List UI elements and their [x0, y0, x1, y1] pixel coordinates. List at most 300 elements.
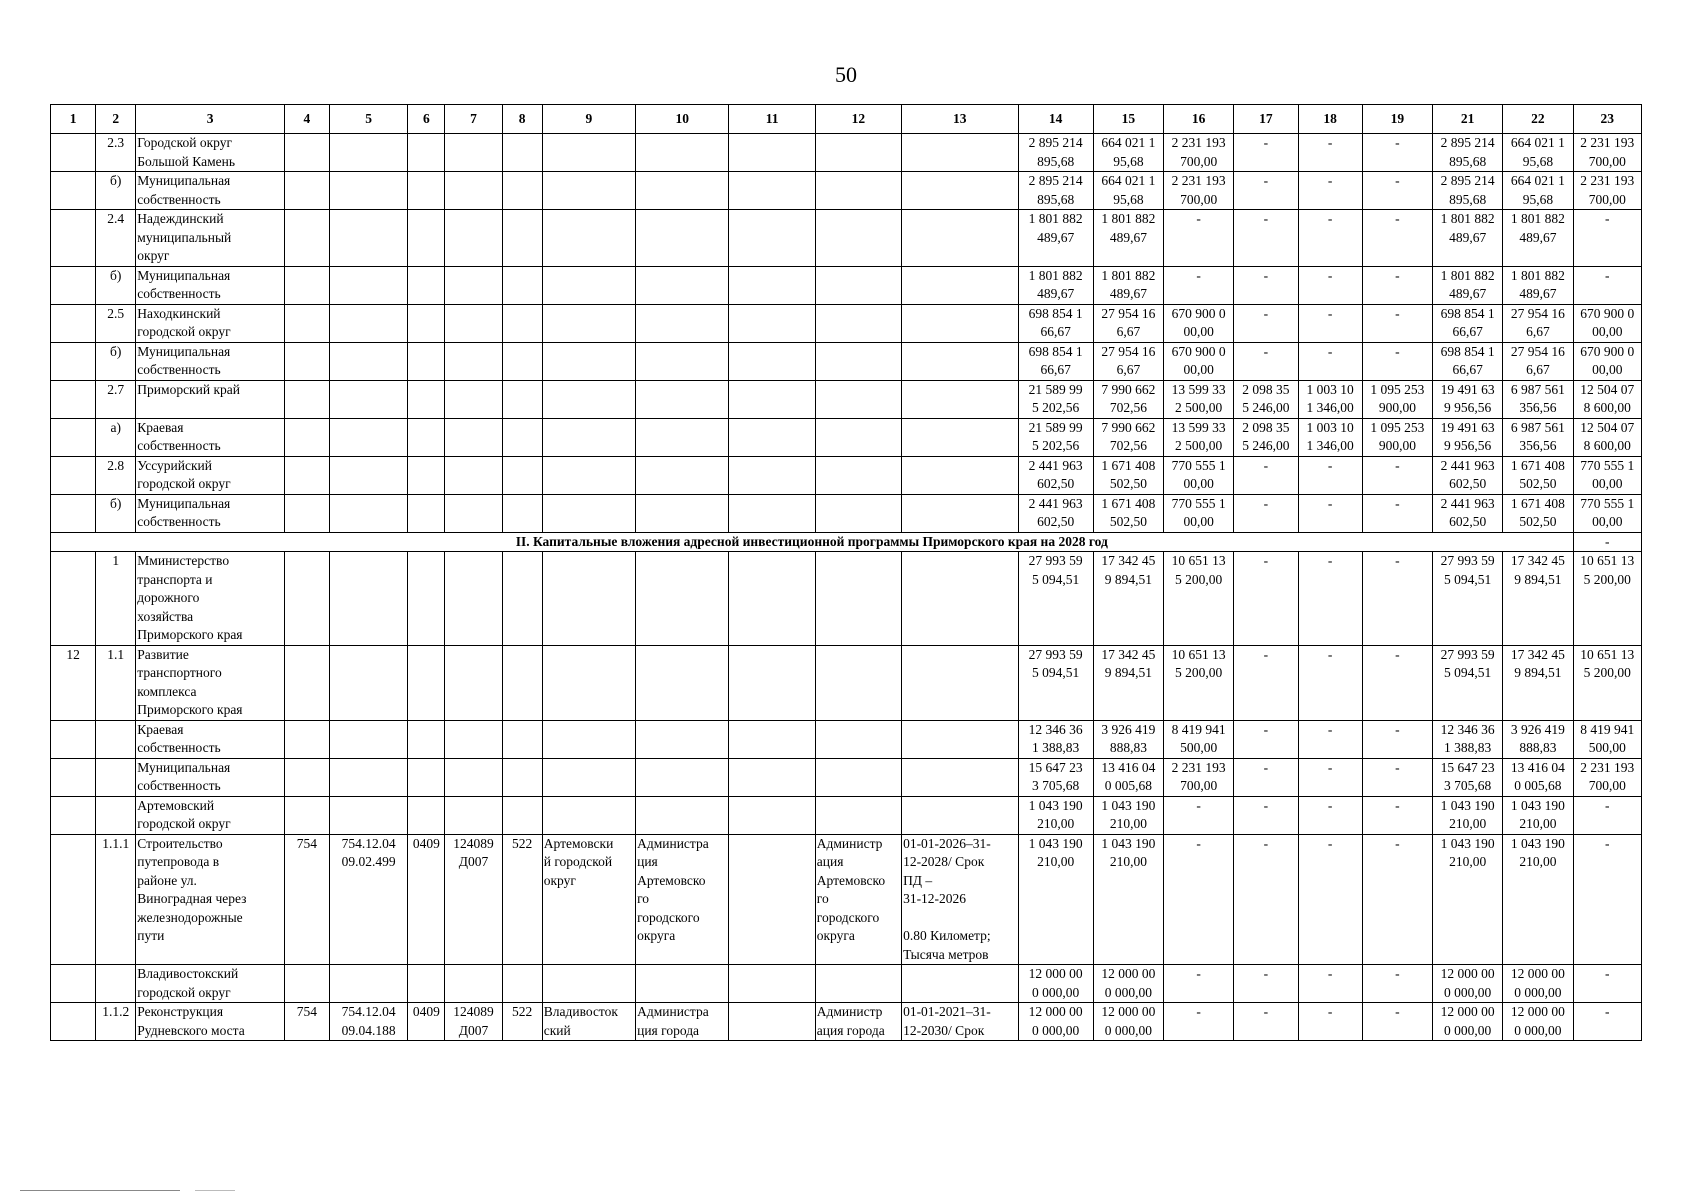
- column-header: 16: [1164, 105, 1234, 134]
- table-cell: 770 555 1 00,00: [1164, 494, 1234, 532]
- table-cell: [51, 758, 96, 796]
- table-cell: -: [1298, 456, 1362, 494]
- table-cell: [815, 965, 901, 1003]
- table-cell: Артемовский городской округ: [136, 796, 285, 834]
- table-cell: 1 043 190 210,00: [1433, 834, 1503, 965]
- table-cell: [902, 720, 1018, 758]
- table-cell: 1 671 408 502,50: [1093, 456, 1163, 494]
- table-cell: Уссурийский городской округ: [136, 456, 285, 494]
- table-cell: [729, 965, 815, 1003]
- table-cell: -: [1298, 210, 1362, 267]
- table-cell: 12 504 07 8 600,00: [1573, 380, 1642, 418]
- table-cell: [902, 134, 1018, 172]
- table-cell: [408, 796, 445, 834]
- table-cell: [542, 266, 635, 304]
- table-cell: [284, 552, 329, 646]
- table-cell: 2.4: [96, 210, 136, 267]
- table-cell: [445, 720, 502, 758]
- table-cell: -: [1234, 494, 1298, 532]
- table-row: [51, 965, 1642, 1003]
- column-header: 23: [1573, 105, 1642, 134]
- table-cell: -: [1362, 210, 1432, 267]
- table-cell: Надеждинский муниципальный округ: [136, 210, 285, 267]
- table-cell: 10 651 13 5 200,00: [1573, 552, 1642, 646]
- table-cell: -: [1164, 834, 1234, 965]
- table-cell: [729, 796, 815, 834]
- table-cell: 2 895 214 895,68: [1433, 134, 1503, 172]
- table-cell: [445, 266, 502, 304]
- table-cell: [902, 418, 1018, 456]
- table-cell: [408, 342, 445, 380]
- table-cell: [96, 720, 136, 758]
- table-cell: 19 491 63 9 956,56: [1433, 380, 1503, 418]
- column-header: 3: [136, 105, 285, 134]
- table-cell: [51, 342, 96, 380]
- table-cell: -: [1362, 134, 1432, 172]
- table-cell: -: [1298, 834, 1362, 965]
- table-cell: [330, 965, 408, 1003]
- table-cell: [445, 456, 502, 494]
- column-header: 18: [1298, 105, 1362, 134]
- table-cell: [636, 552, 729, 646]
- table-cell: [330, 720, 408, 758]
- table-cell: [815, 342, 901, 380]
- table-cell: [51, 380, 96, 418]
- table-cell: [636, 380, 729, 418]
- table-cell: 1: [96, 552, 136, 646]
- table-cell: [636, 494, 729, 532]
- table-cell: 670 900 0 00,00: [1164, 304, 1234, 342]
- table-cell: 698 854 1 66,67: [1018, 304, 1093, 342]
- table-cell: [729, 456, 815, 494]
- table-cell: [408, 645, 445, 720]
- table-cell: -: [1362, 304, 1432, 342]
- table-cell: [815, 304, 901, 342]
- table-cell: [408, 266, 445, 304]
- table-cell: [284, 796, 329, 834]
- table-cell: [284, 210, 329, 267]
- footer-rule: [20, 1190, 180, 1191]
- table-cell: [902, 172, 1018, 210]
- table-cell: [902, 965, 1018, 1003]
- table-cell: 2 895 214 895,68: [1018, 172, 1093, 210]
- table-cell: -: [1362, 758, 1432, 796]
- column-header: 21: [1433, 105, 1503, 134]
- table-cell: -: [1362, 494, 1432, 532]
- table-cell: 0409: [408, 834, 445, 965]
- table-cell: [502, 304, 542, 342]
- table-cell: [636, 210, 729, 267]
- table-cell: [445, 758, 502, 796]
- table-cell: 754.12.04 09.02.499: [330, 834, 408, 965]
- table-cell: [284, 965, 329, 1003]
- table-cell: 2 098 35 5 246,00: [1234, 380, 1298, 418]
- table-cell: [330, 134, 408, 172]
- table-row: [51, 834, 1642, 965]
- table-cell: [815, 380, 901, 418]
- column-header: 7: [445, 105, 502, 134]
- table-cell: [542, 965, 635, 1003]
- table-cell: 2 231 193 700,00: [1164, 758, 1234, 796]
- table-cell: -: [1362, 645, 1432, 720]
- table-cell: 124089 Д007: [445, 1003, 502, 1041]
- table-cell: [815, 552, 901, 646]
- column-header: 15: [1093, 105, 1163, 134]
- column-header: 1: [51, 105, 96, 134]
- table-cell: [51, 456, 96, 494]
- table-cell: 1.1.1: [96, 834, 136, 965]
- table-cell: 12 000 00 0 000,00: [1503, 1003, 1573, 1041]
- table-cell: [51, 210, 96, 267]
- table-cell: Владивостокский городской округ: [136, 965, 285, 1003]
- column-header: 2: [96, 105, 136, 134]
- table-cell: [815, 172, 901, 210]
- table-cell: 754: [284, 834, 329, 965]
- table-cell: б): [96, 172, 136, 210]
- table-cell: 1 043 190 210,00: [1503, 834, 1573, 965]
- table-cell: [729, 210, 815, 267]
- table-cell: 770 555 1 00,00: [1573, 456, 1642, 494]
- table-cell: [330, 380, 408, 418]
- table-cell: 2 231 193 700,00: [1573, 758, 1642, 796]
- table-cell: 0409: [408, 1003, 445, 1041]
- table-cell: Администр ация города: [815, 1003, 901, 1041]
- table-cell: 1 801 882 489,67: [1018, 210, 1093, 267]
- table-cell: Реконструкция Рудневского моста: [136, 1003, 285, 1041]
- table-cell: [729, 172, 815, 210]
- table-cell: 21 589 99 5 202,56: [1018, 380, 1093, 418]
- table-cell: 2.5: [96, 304, 136, 342]
- section-row: [51, 532, 1642, 552]
- table-cell: 670 900 0 00,00: [1573, 304, 1642, 342]
- table-cell: 12 000 00 0 000,00: [1433, 1003, 1503, 1041]
- table-cell: -: [1234, 552, 1298, 646]
- table-cell: [445, 210, 502, 267]
- table-cell: 124089 Д007: [445, 834, 502, 965]
- table-cell: 1 003 10 1 346,00: [1298, 380, 1362, 418]
- table-cell: 698 854 1 66,67: [1433, 304, 1503, 342]
- table-cell: [502, 380, 542, 418]
- table-cell: 1 801 882 489,67: [1503, 210, 1573, 267]
- table-cell: 27 954 16 6,67: [1503, 342, 1573, 380]
- table-cell: [51, 418, 96, 456]
- table-cell: [408, 965, 445, 1003]
- table-cell: [729, 266, 815, 304]
- table-cell: [636, 645, 729, 720]
- table-cell: [284, 645, 329, 720]
- table-cell: Администра ция Артемовско го городского округа: [636, 834, 729, 965]
- table-cell: [542, 456, 635, 494]
- table-cell: 1 801 882 489,67: [1433, 266, 1503, 304]
- table-cell: [902, 210, 1018, 267]
- table-cell: [902, 758, 1018, 796]
- column-header: 8: [502, 105, 542, 134]
- table-cell: [284, 134, 329, 172]
- table-cell: [902, 552, 1018, 646]
- table-cell: 664 021 1 95,68: [1093, 172, 1163, 210]
- table-cell: 27 993 59 5 094,51: [1433, 552, 1503, 646]
- table-cell: -: [1298, 172, 1362, 210]
- table-row: [51, 380, 1642, 418]
- table-cell: [330, 645, 408, 720]
- column-header: 9: [542, 105, 635, 134]
- table-cell: 1 801 882 489,67: [1093, 210, 1163, 267]
- table-cell: 664 021 1 95,68: [1503, 172, 1573, 210]
- table-cell: 522: [502, 1003, 542, 1041]
- table-cell: -: [1362, 834, 1432, 965]
- table-cell: 2 441 963 602,50: [1018, 456, 1093, 494]
- table-cell: -: [1164, 965, 1234, 1003]
- table-cell: -: [1298, 796, 1362, 834]
- table-cell: 1.1.2: [96, 1003, 136, 1041]
- table-cell: [445, 796, 502, 834]
- column-header: 17: [1234, 105, 1298, 134]
- table-cell: -: [1298, 304, 1362, 342]
- table-cell: -: [1234, 645, 1298, 720]
- table-cell: [284, 172, 329, 210]
- table-cell: 1 043 190 210,00: [1093, 834, 1163, 965]
- table-cell: 770 555 1 00,00: [1164, 456, 1234, 494]
- table-cell: [729, 834, 815, 965]
- table-cell: [636, 266, 729, 304]
- table-cell: [902, 266, 1018, 304]
- table-cell: 1 801 882 489,67: [1018, 266, 1093, 304]
- table-cell: Муниципальная собственность: [136, 342, 285, 380]
- table-cell: [502, 758, 542, 796]
- table-cell: -: [1298, 645, 1362, 720]
- table-cell: -: [1164, 210, 1234, 267]
- table-cell: [902, 494, 1018, 532]
- table-cell: [502, 552, 542, 646]
- table-cell: [408, 758, 445, 796]
- table-cell: [542, 552, 635, 646]
- table-cell: [51, 552, 96, 646]
- table-cell: 664 021 1 95,68: [1503, 134, 1573, 172]
- table-cell: [636, 720, 729, 758]
- table-cell: [636, 342, 729, 380]
- table-cell: 2 441 963 602,50: [1018, 494, 1093, 532]
- column-header: 4: [284, 105, 329, 134]
- table-cell: [902, 645, 1018, 720]
- table-cell: -: [1234, 134, 1298, 172]
- table-cell: [729, 494, 815, 532]
- table-cell: [330, 266, 408, 304]
- table-cell: -: [1234, 210, 1298, 267]
- table-cell: [502, 456, 542, 494]
- table-cell: [729, 758, 815, 796]
- table-cell: 698 854 1 66,67: [1018, 342, 1093, 380]
- table-cell: [284, 266, 329, 304]
- table-cell: [51, 834, 96, 965]
- table-cell: 1 801 882 489,67: [1433, 210, 1503, 267]
- table-cell: 17 342 45 9 894,51: [1093, 552, 1163, 646]
- table-cell: 13 599 33 2 500,00: [1164, 380, 1234, 418]
- table-cell: 754.12.04 09.04.188: [330, 1003, 408, 1041]
- table-cell: [445, 342, 502, 380]
- table-row: [51, 552, 1642, 646]
- table-row: [51, 1003, 1642, 1041]
- table-cell: [729, 418, 815, 456]
- table-cell: [408, 380, 445, 418]
- table-cell: [542, 494, 635, 532]
- table-cell: 12 000 00 0 000,00: [1503, 965, 1573, 1003]
- table-cell: -: [1234, 266, 1298, 304]
- table-header-row: [51, 105, 1642, 134]
- table-cell: [445, 134, 502, 172]
- table-cell: -: [1362, 965, 1432, 1003]
- table-cell: 1 671 408 502,50: [1503, 494, 1573, 532]
- table-cell: [542, 796, 635, 834]
- table-cell: Владивосток ский: [542, 1003, 635, 1041]
- table-cell: [636, 965, 729, 1003]
- table-cell: б): [96, 266, 136, 304]
- table-cell: [636, 796, 729, 834]
- column-header: 19: [1362, 105, 1432, 134]
- table-cell: [502, 494, 542, 532]
- table-cell: [542, 380, 635, 418]
- table-cell: [284, 418, 329, 456]
- table-cell: [902, 380, 1018, 418]
- table-cell: 2 441 963 602,50: [1433, 494, 1503, 532]
- table-cell: -: [1164, 266, 1234, 304]
- table-cell: 27 954 16 6,67: [1093, 304, 1163, 342]
- table-cell: [408, 210, 445, 267]
- table-cell: -: [1362, 1003, 1432, 1041]
- table-cell: Краевая собственность: [136, 720, 285, 758]
- table-cell: 01-01-2026–31- 12-2028/ Срок ПД – 31-12-2026 0.80 Километр; Тысяча метров: [902, 834, 1018, 965]
- table-row: [51, 342, 1642, 380]
- table-cell: -: [1234, 1003, 1298, 1041]
- table-cell: [815, 266, 901, 304]
- table-cell: 15 647 23 3 705,68: [1018, 758, 1093, 796]
- table-cell: -: [1234, 758, 1298, 796]
- table-cell: [729, 342, 815, 380]
- table-cell: [542, 645, 635, 720]
- table-cell: -: [1573, 1003, 1642, 1041]
- table-cell: [902, 342, 1018, 380]
- table-cell: [729, 552, 815, 646]
- table-cell: [502, 342, 542, 380]
- table-row: [51, 134, 1642, 172]
- table-cell: 698 854 1 66,67: [1433, 342, 1503, 380]
- table-cell: [636, 456, 729, 494]
- table-row: [51, 758, 1642, 796]
- table-cell: -: [1362, 552, 1432, 646]
- table-cell: б): [96, 342, 136, 380]
- table-cell: -: [1234, 965, 1298, 1003]
- table-cell: [542, 418, 635, 456]
- table-cell: [408, 720, 445, 758]
- table-cell: Городской округ Большой Камень: [136, 134, 285, 172]
- table-cell: [815, 645, 901, 720]
- table-cell: [408, 304, 445, 342]
- table-cell: 17 342 45 9 894,51: [1503, 645, 1573, 720]
- table-cell: [330, 456, 408, 494]
- table-row: [51, 210, 1642, 267]
- table-cell: [445, 418, 502, 456]
- table-cell: 770 555 1 00,00: [1573, 494, 1642, 532]
- table-cell: [729, 380, 815, 418]
- table-cell: -: [1573, 796, 1642, 834]
- table-cell: 2 441 963 602,50: [1433, 456, 1503, 494]
- table-cell: -: [1298, 758, 1362, 796]
- table-cell: 664 021 1 95,68: [1093, 134, 1163, 172]
- table-cell: [51, 304, 96, 342]
- table-cell: 19 491 63 9 956,56: [1433, 418, 1503, 456]
- table-cell: 2 098 35 5 246,00: [1234, 418, 1298, 456]
- table-cell: [815, 134, 901, 172]
- table-cell: 3 926 419 888,83: [1093, 720, 1163, 758]
- table-cell: Муниципальная собственность: [136, 172, 285, 210]
- table-cell: -: [1234, 834, 1298, 965]
- table-cell: 1 043 190 210,00: [1018, 796, 1093, 834]
- table-cell: 6 987 561 356,56: [1503, 418, 1573, 456]
- column-header: 6: [408, 105, 445, 134]
- table-cell: б): [96, 494, 136, 532]
- table-cell: 522: [502, 834, 542, 965]
- table-cell: -: [1298, 965, 1362, 1003]
- table-cell: 12 000 00 0 000,00: [1018, 1003, 1093, 1041]
- table-cell: 7 990 662 702,56: [1093, 380, 1163, 418]
- table-cell: 1 671 408 502,50: [1503, 456, 1573, 494]
- table-cell: [542, 134, 635, 172]
- table-cell: [51, 172, 96, 210]
- table-cell: 12 504 07 8 600,00: [1573, 418, 1642, 456]
- table-cell: 10 651 13 5 200,00: [1164, 645, 1234, 720]
- table-body-part1: [51, 134, 1642, 533]
- table-cell: 2.7: [96, 380, 136, 418]
- table-cell: [96, 758, 136, 796]
- column-header: 5: [330, 105, 408, 134]
- table-cell: [51, 266, 96, 304]
- table-cell: [542, 304, 635, 342]
- table-cell: [408, 494, 445, 532]
- table-row: [51, 266, 1642, 304]
- table-cell: [284, 720, 329, 758]
- table-cell: Артемовски й городской округ: [542, 834, 635, 965]
- table-cell: Краевая собственность: [136, 418, 285, 456]
- table-cell: [408, 134, 445, 172]
- table-cell: -: [1298, 266, 1362, 304]
- table-cell: 1 043 190 210,00: [1433, 796, 1503, 834]
- table-cell: [445, 494, 502, 532]
- table-cell: [542, 172, 635, 210]
- table-cell: [502, 720, 542, 758]
- table-cell: [636, 172, 729, 210]
- table-cell: [729, 720, 815, 758]
- table-cell: [502, 645, 542, 720]
- table-cell: -: [1234, 720, 1298, 758]
- table-cell: 12 000 00 0 000,00: [1018, 965, 1093, 1003]
- table-cell: -: [1573, 834, 1642, 965]
- table-cell: 27 993 59 5 094,51: [1018, 552, 1093, 646]
- table-cell: [51, 965, 96, 1003]
- table-cell: [815, 758, 901, 796]
- table-cell: -: [1573, 266, 1642, 304]
- table-cell: 2.3: [96, 134, 136, 172]
- table-cell: 12 346 36 1 388,83: [1433, 720, 1503, 758]
- table-cell: [815, 456, 901, 494]
- table-cell: [815, 720, 901, 758]
- table-cell: Строительство путепровода в районе ул. Виноградная через железнодорожные пути: [136, 834, 285, 965]
- table-cell: [445, 645, 502, 720]
- column-header: 13: [902, 105, 1018, 134]
- table-cell: 2 895 214 895,68: [1433, 172, 1503, 210]
- table-cell: -: [1298, 342, 1362, 380]
- table-cell: Администра ция города: [636, 1003, 729, 1041]
- table-cell: [284, 380, 329, 418]
- table-cell: [729, 304, 815, 342]
